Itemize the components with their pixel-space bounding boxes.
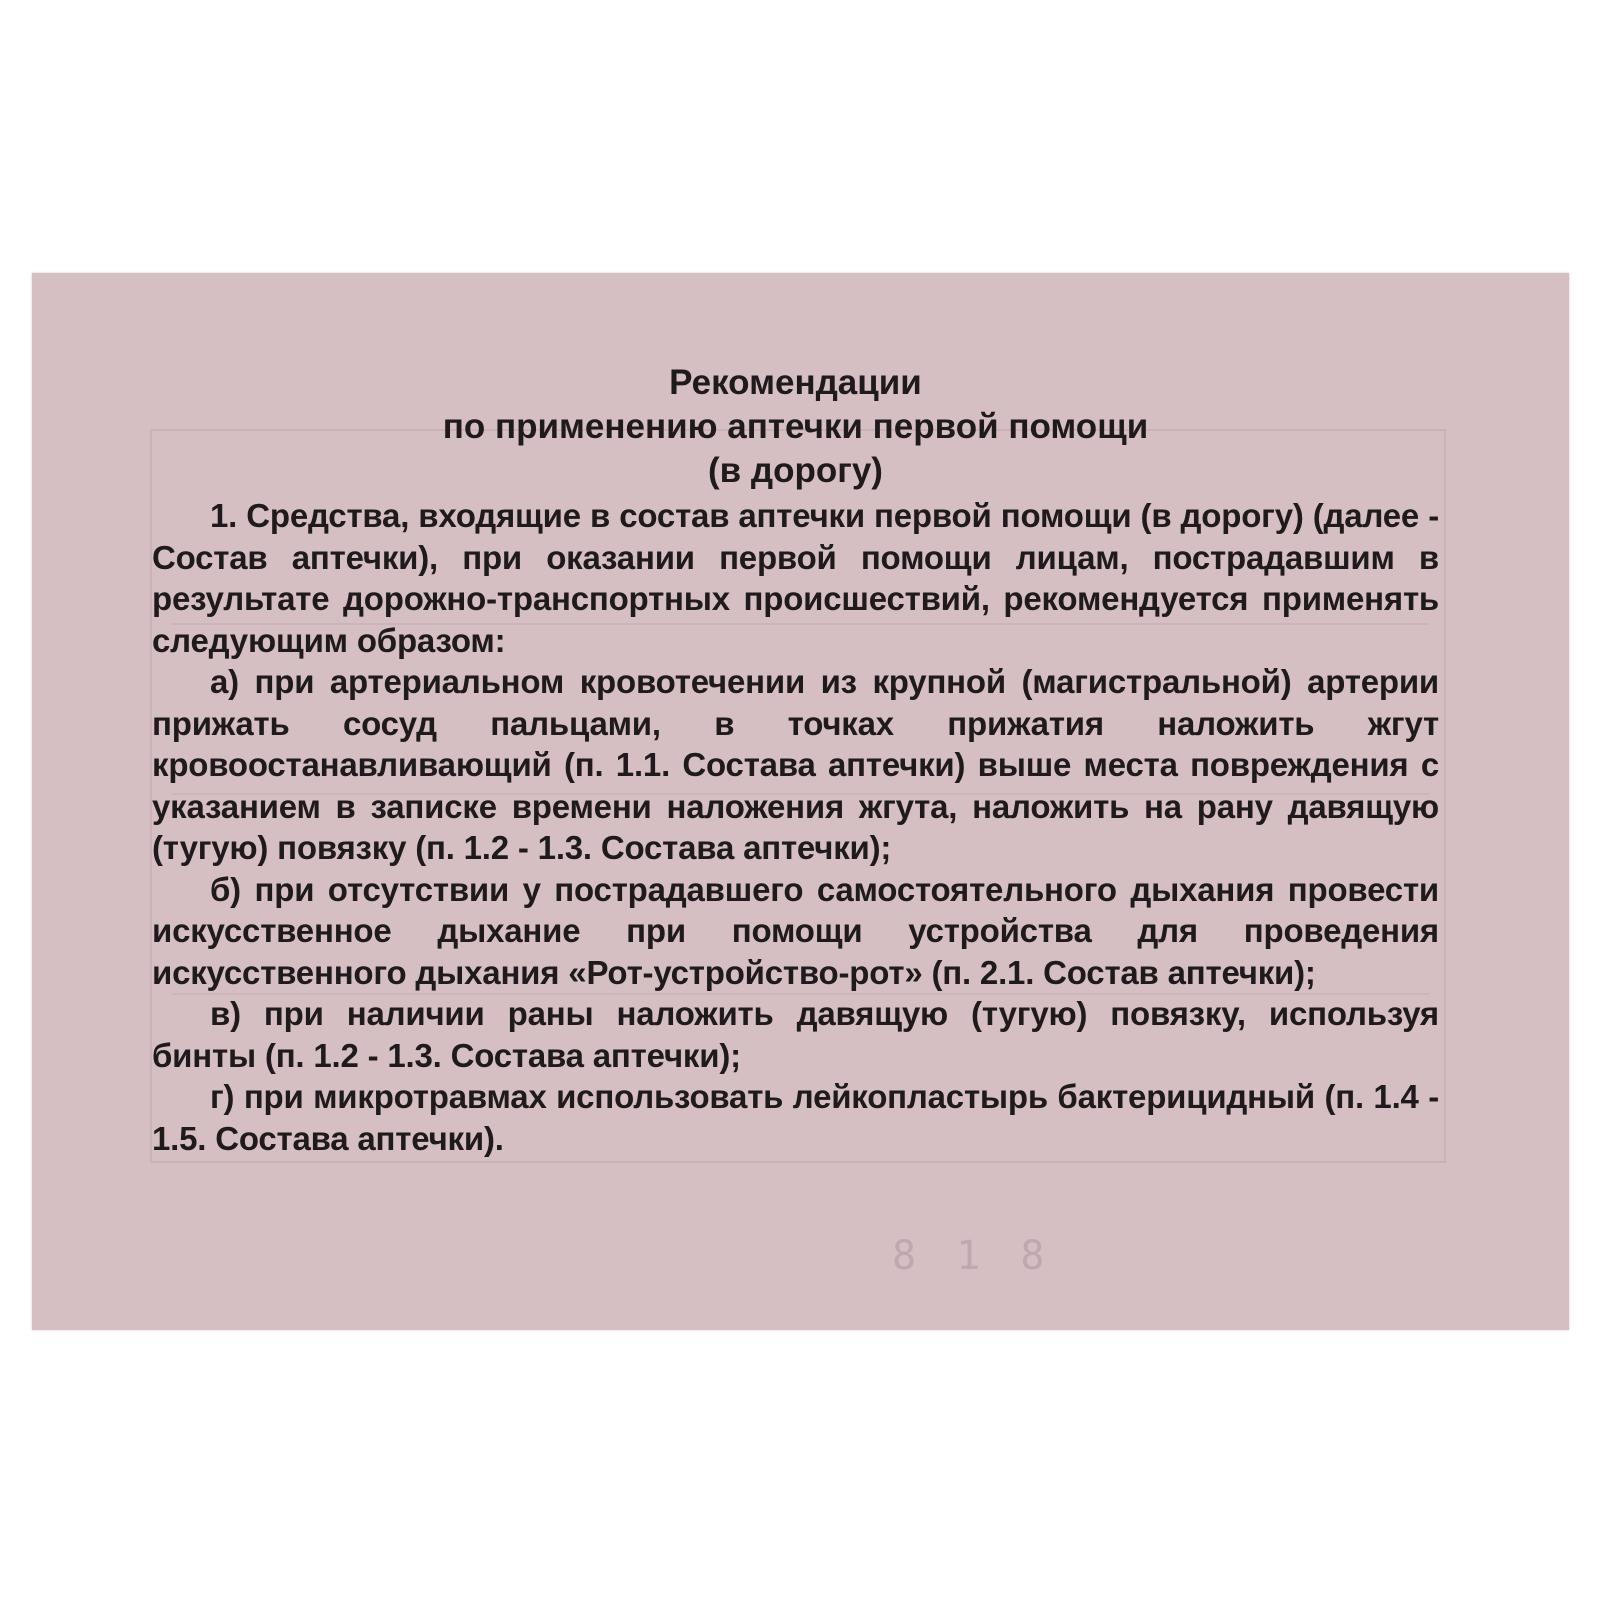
paragraph-intro: 1. Средства, входящие в состав аптечки первой помощи (в дорогу) (далее - Состав аптечки), при оказании первой помощи лицам, пострадавшим в результате дорожно-транспортных происшествий, рекомендуется применять следующим образом: [152,497,1439,659]
title-line: по применению аптечки первой помощи [442,407,1149,446]
paragraph-v: в) при наличии раны наложить давящую (тугую) повязку, используя бинты (п. 1.2 - 1.3. Состава аптечки); [152,995,1439,1074]
paragraph-a: а) при артериальном кровотечении из крупной (магистральной) артерии прижать сосуд пальцами, в точках прижатия наложить жгут кровоостанавливающий (п. 1.1. Состава аптечки) выше места повреждения с указанием в записке времени наложения жгута, наложить на рану давящую (тугую) повязку (п. 1.2 - 1.3. Состава аптечки); [152,663,1439,866]
instruction-card [32,273,1569,1330]
title-line: Рекомендации [669,363,922,402]
paragraph-g: г) при микротравмах использовать лейкопластырь бактерицидный (п. 1.4 - 1.5. Состава аптечки). [152,1078,1439,1157]
document-title [152,361,1439,493]
faint-stamp: 8 1 8 [892,1233,1053,1279]
title-line: (в дорогу) [708,451,883,490]
document-body [152,361,1439,1159]
paragraph-b: б) при отсутствии у пострадавшего самостоятельного дыхания провести искусственное дыхание при помощи устройства для проведения искусственного дыхания «Рот-устройство-рот» (п. 2.1. Состав аптечки); [152,870,1439,991]
